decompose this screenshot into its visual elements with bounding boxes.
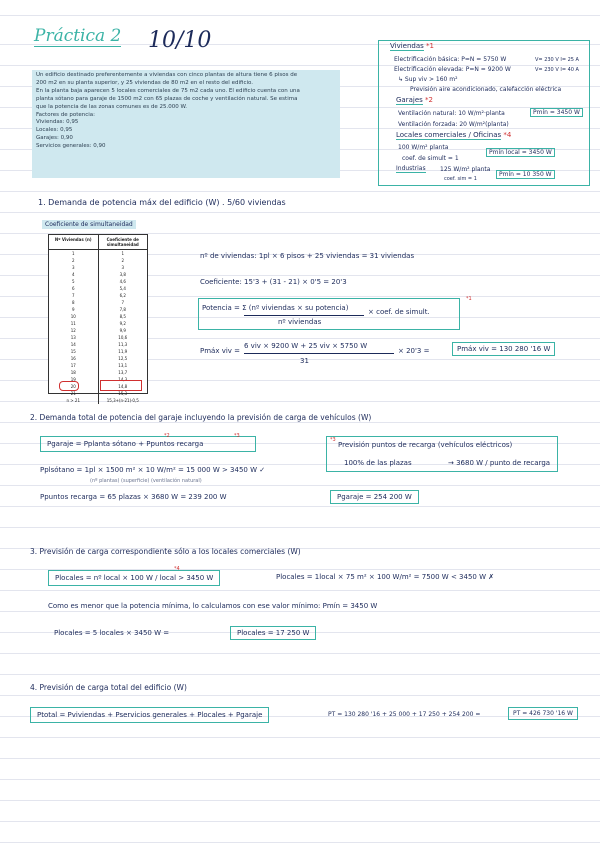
table-cell-n: 12 [49,327,99,334]
table-cell-n: 4 [49,271,99,278]
table-cell-n: 15 [49,348,99,355]
mark-3: *3 [234,433,240,439]
notes-locales-label: Locales comerciales / Oficinas *4 [396,131,512,139]
table-row [49,362,147,369]
table-row [49,264,147,271]
statement-line: Factores de potencia: [36,111,95,118]
table-row [49,348,147,355]
pgaraje-formula: Pgaraje = Pplanta sótano + Ppuntos recarga [40,436,256,452]
table-row [49,250,147,257]
notes-locales-res: Pmín local = 3450 W [486,148,555,157]
ptotal-calc: PT = 130 280 '16 + 25 000 + 17 250 + 254 200 = [328,711,481,718]
table-cell-n: 14 [49,341,99,348]
table-row [49,369,147,376]
notes-viviendas-label: Viviendas *1 [390,42,434,50]
notes-sup: ↳ Sup viv > 160 m² [398,76,458,83]
potencia-formula-tail: × coef. de simult. [368,308,430,316]
table-cell-n: 17 [49,362,99,369]
recarga-note-line1: Previsión puntos de recarga (vehículos eléctricos) [338,441,513,449]
notes-elec-elevada: Electrificación elevada: P=N = 9200 W [394,66,511,73]
table-cell-coef: 4,6 [119,279,126,284]
n-viviendas-calc: nº de viviendas: 1pl × 6 pisos + 25 viviendas = 31 viviendas [200,252,415,260]
plocales-calc: Plocales = 1local × 75 m² × 100 W/m² = 7500 W < 3450 W ✗ [276,573,495,581]
plocales-result: Plocales = 17 250 W [230,626,316,640]
table-cell-coef: 14,3 [118,377,128,382]
pmax-tail: × 20'3 = [398,347,430,355]
table-cell-n: 3 [49,264,99,271]
notes-elec-basica-v: V= 230 V I= 25 A [535,57,579,63]
table-cell-coef: 15,3+(n-21)·0,5 [106,398,139,403]
statement-line: Servicios generales: 0,90 [36,143,106,150]
potencia-formula-num: Potencia = Σ (nº viviendas × su potencia) [202,304,349,312]
section1-heading: 1. Demanda de potencia máx del edificio (W) . 5/60 viviendas [38,198,286,207]
table-cell-n: 1 [49,250,99,257]
statement-line: En la planta baja aparecen 5 locales comerciales de 75 m2 cada uno. El edificio cuenta con una [36,87,300,94]
table-header-coef: Coeficiente de simultaneidad [106,237,139,247]
pmax-num: 6 viv × 9200 W + 25 viv × 5750 W [244,342,368,350]
table-row [49,306,147,313]
statement-line: Locales: 0,95 [36,127,73,134]
table-cell-n: 10 [49,313,99,320]
table-cell-coef: 3,8 [119,272,126,277]
notes-locales-coef: coef. de simult = 1 [402,155,459,162]
table-row [49,299,147,306]
table-row [49,257,147,264]
statement-line: Un edificio destinado preferentemente a viviendas con cinco plantas de altura tiene 6 pisos de [36,72,298,78]
mark-4: *4 [174,566,180,572]
table-cell-coef: 3 [121,265,125,270]
table-row [49,271,147,278]
notes-vent-natural: Ventilación natural: 10 W/m²·planta [398,110,505,117]
problem-statement [32,70,340,178]
table-cell-coef: 2 [121,258,125,263]
potencia-mark: *1 [466,296,472,302]
notes-vent-natural-res: Pmín = 3450 W [530,108,583,117]
table-cell-coef: 1 [121,251,125,256]
table-cell-coef: 5,4 [119,286,126,291]
section3-heading: 3. Previsión de carga correspondiente sólo a los locales comerciales (W) [30,547,301,556]
plocales-formula: Plocales = nº local × 100 W / local > 3450 W [48,570,220,586]
table-row [49,320,147,327]
psotano-sub: (nº plantas) (superficie) (ventilación natural) [90,478,202,484]
table-row [49,278,147,285]
page-title: Práctica 2 [34,26,122,46]
table-cell-coef: 10,6 [118,335,128,340]
table-row [49,327,147,334]
notes-vent-forzada: Ventilación forzada: 20 W/m²(planta) [398,121,509,128]
table-highlight-formula [100,380,142,391]
table-row [49,285,147,292]
table-row [49,292,147,299]
table-row [49,334,147,341]
statement-line: Garajes: 0,90 [36,135,73,142]
table-cell-n: 5 [49,278,99,285]
table-cell-coef: 6,2 [119,293,126,298]
table-cell-n: 20 [49,383,99,390]
table-cell-n: 16 [49,355,99,362]
simultaneity-table [48,234,148,403]
recarga-note-mark: *3 [330,437,336,443]
table-cell-coef: 11,3 [118,342,128,347]
table-cell-n: 9 [49,306,99,313]
table-cell-coef: 14,8 [118,384,128,389]
table-row [49,390,147,397]
table-cell-n: 13 [49,334,99,341]
recarga-note-line3: → 3680 W / punto de recarga [448,459,551,467]
table-cell-coef: 13,7 [118,370,128,375]
table-header-n: Nº Viviendas (n) [49,235,99,249]
plocales-explanation: Como es menor que la potencia mínima, lo calculamos con ese valor mínimo: Pmín = 3450 W [48,602,378,610]
table-cell-coef: 15,3 [118,391,128,396]
statement-line: Viviendas: 0,95 [36,119,79,126]
recarga-note-line2: 100% de las plazas [344,459,412,467]
table-cell-n: 21 [49,390,99,397]
statement-line: 200 m2 en su planta superior, y 25 viviendas de 80 m2 en el resto del edificio. [36,79,254,86]
precarga-calc: Ppuntos recarga = 65 plazas × 3680 W = 239 200 W [40,493,227,501]
ptotal-result: PT = 426 730 '16 W [508,707,578,720]
mark-2: *2 [164,433,170,439]
potencia-fraction-line [244,315,364,316]
table-highlight-n21 [59,381,79,391]
pmax-left: Pmáx viv = [200,347,241,355]
table-cell-n: 7 [49,292,99,299]
table-cell-coef: 12,5 [118,356,128,361]
psotano-calc: Pplsótano = 1pl × 1500 m² × 10 W/m² = 15 000 W > 3450 W ✓ [40,466,266,474]
notes-industrias-pot: 125 W/m² planta [440,166,491,173]
table-cell-coef: 7 [121,300,125,305]
notes-locales-pot: 100 W/m² planta [398,144,449,151]
pgaraje-result: Pgaraje = 254 200 W [330,490,419,504]
notes-elec-basica: Electrificación básica: P=N = 5750 W [394,56,507,63]
notes-elec-elevada-v: V= 230 V I= 40 A [535,67,579,73]
table-cell-n: 19 [49,376,99,383]
table-cell-coef: 8,5 [119,314,126,319]
grade: 10/10 [148,28,212,53]
notes-industrias-coef: coef. sim = 1 [444,176,477,182]
table-label: Coeficiente de simultaneidad [42,220,136,229]
notes-industrias-res: Pmín = 10 350 W [496,170,555,179]
table-cell-n: n > 21 [49,397,99,404]
potencia-formula-den: nº viviendas [278,318,322,326]
ptotal-formula: Ptotal = Pviviendas + Pservicios generales + Plocales + Pgaraje [30,707,269,723]
table-cell-n: 6 [49,285,99,292]
table-cell-coef: 9,2 [119,321,126,326]
table-row [49,355,147,362]
notes-garajes-label: Garajes *2 [396,96,433,104]
table-cell-n: 2 [49,257,99,264]
table-cell-coef: 13,1 [118,363,128,368]
table-row [49,397,147,404]
table-row [49,313,147,320]
table-cell-n: 11 [49,320,99,327]
table-cell-coef: 7,8 [119,307,126,312]
pmax-fraction-line [244,353,394,354]
statement-line: que la potencia de las zonas comunes es de 25.000 W. [36,103,188,110]
table-row [49,341,147,348]
pmax-result: Pmáx viv = 130 280 '16 W [452,342,555,356]
section4-heading: 4. Previsión de carga total del edificio (W) [30,683,187,692]
notes-prevision: Previsión aire acondicionado, calefacción eléctrica [410,86,562,93]
coeficiente-calc: Coeficiente: 15'3 + (31 - 21) × 0'5 = 20'3 [200,278,347,286]
section2-heading: 2. Demanda total de potencia del garaje incluyendo la previsión de carga de vehículos (W) [30,413,372,422]
pmax-den: 31 [300,357,309,365]
plocales-total: Plocales = 5 locales × 3450 W = [54,629,170,637]
statement-line: planta sótano para garaje de 1500 m2 con 65 plazas de coche y ventilación natural. Se estima [36,95,298,102]
table-cell-coef: 9,9 [119,328,126,333]
table-cell-n: 18 [49,369,99,376]
notes-industrias-label: Industrias [396,165,426,172]
table-cell-n: 8 [49,299,99,306]
table-cell-coef: 11,9 [118,349,128,354]
